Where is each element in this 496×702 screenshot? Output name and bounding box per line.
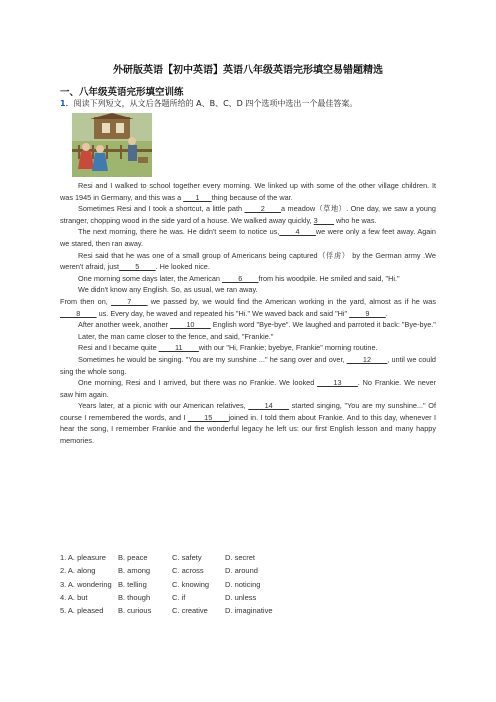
option-d[interactable]: D. imaginative — [225, 606, 273, 616]
option-a[interactable]: 5. A. pleased — [60, 606, 104, 616]
passage-paragraph: Resi and I became quite ____11____with our "Hi, Frankie; byebye, Frankie" morning routine. — [78, 343, 378, 353]
option-row — [60, 591, 305, 604]
passage-paragraph: Sometimes Resi and I took a shortcut, a little path ____2____a meadow（草地）. One day, we saw a young stranger, chopping wood in the side yard of a house. We walked away quickly, 3____ who he was. — [60, 204, 436, 225]
blank-5: ____5____ — [119, 262, 156, 272]
blank-2: ____2____ — [244, 204, 282, 214]
passage-paragraph: We didn't know any English. So, as usual, we ran away. — [78, 285, 258, 295]
blank-9: ____9____ — [349, 308, 386, 318]
option-a[interactable]: 1. A. pleasure — [60, 553, 106, 562]
blank-3: 3____ — [313, 215, 334, 225]
blank-10: ____10____ — [170, 320, 211, 330]
option-row — [60, 604, 305, 617]
passage-paragraph: After another week, another ____10____ English word "Bye-bye". We laughed and parroted it back: "Bye-bye." — [78, 320, 436, 330]
question-instruction — [60, 98, 357, 109]
blank-11: ____11____ — [158, 343, 199, 353]
blank-15: ____15____ — [187, 412, 229, 422]
option-d[interactable]: D. around — [225, 566, 258, 576]
passage-paragraph: Later, the man came closer to the fence, and said, "Frankie." — [78, 331, 274, 341]
option-row — [60, 551, 305, 564]
option-c[interactable]: C. across — [172, 566, 204, 576]
passage-paragraph: Sometimes he would be singing. "You are my sunshine ..." he sang over and over, ____12____, until we could sing the whole song. — [60, 354, 436, 376]
passage-paragraph: One morning some days later, the American ____6____from his woodpile. He smiled and said, "Hi." — [78, 273, 400, 283]
passage-paragraph: The next morning, there he was. He didn't seem to notice us,____4____we were only a few feet away. Again we stared, then ran away. — [60, 227, 436, 248]
cloze-passage — [60, 180, 436, 447]
option-c[interactable]: C. knowing — [172, 579, 210, 589]
blank-12: ____12____ — [346, 354, 388, 364]
question-number: 1． — [60, 99, 74, 108]
option-b[interactable]: B. though — [118, 592, 151, 602]
option-c[interactable]: C. creative — [172, 606, 208, 616]
option-c[interactable]: C. if — [172, 592, 186, 602]
blank-6: ____6____ — [222, 273, 259, 283]
instruction-text: 阅读下列短文，从文后各题所给的 A、B、C、D 四个选项中选出一个最佳答案。 — [73, 99, 358, 108]
passage-paragraph: Resi said that he was one of a small group of Americans being captured（俘虏） by the German army .We weren't afraid, just____5____. He looked nice. — [60, 250, 436, 272]
story-illustration — [72, 113, 152, 177]
passage-paragraph: From then on, ____7____ we passed by, we would find the American working in the yard, almost as if he was ____8____ us. Every day, he waved and repeated his "Hi." We waved back and said "Hi" ____9____. — [60, 296, 436, 318]
blank-4: ____4____ — [279, 227, 316, 237]
option-b[interactable]: B. curious — [118, 606, 152, 616]
option-a[interactable]: 3. A. wondering — [60, 579, 112, 589]
option-d[interactable]: D. secret — [225, 553, 256, 562]
option-d[interactable]: D. noticing — [225, 579, 261, 589]
passage-paragraph: Years later, at a picnic with our American relatives, ____14____ started singing, "You are my sunshine..." Of course I remembered the words, and I ____15____joined in. I told them about Frankie. And to this day, whenever I hear the song, I remember Frankie and the wonderful legacy he left us: our first English lesson and many happy memories. — [60, 401, 437, 446]
option-a[interactable]: 2. A. along — [60, 566, 96, 576]
option-a[interactable]: 4. A. but — [60, 592, 88, 602]
blank-7: ____7____ — [111, 296, 148, 306]
option-b[interactable]: B. among — [118, 566, 151, 576]
blank-1: ___1___ — [183, 192, 212, 202]
option-c[interactable]: C. safety — [172, 553, 202, 562]
option-d[interactable]: D. unless — [225, 592, 257, 602]
passage-paragraph: One morning, Resi and I arrived, but there was no Frankie. We looked ____13____. No Frankie. We never saw him again. — [60, 378, 437, 399]
section-heading: 一、八年级英语完形填空训练 — [60, 87, 184, 98]
blank-14: ____14____ — [248, 401, 289, 411]
passage-paragraph: Resi and I walked to school together every morning. We linked up with some of the other village children. It was 1945 in Germany, and this was a ___1___thing because of the war. — [60, 181, 436, 202]
option-b[interactable]: B. peace — [118, 553, 148, 562]
answer-options — [60, 551, 305, 617]
option-row — [60, 578, 305, 591]
option-b[interactable]: B. telling — [118, 579, 147, 589]
document-title: 外研版英语【初中英语】英语八年级英语完形填空易错题精选 — [113, 65, 383, 76]
option-row — [60, 564, 305, 577]
blank-13: ____13____ — [317, 378, 358, 388]
blank-8: ____8____ — [60, 308, 97, 318]
